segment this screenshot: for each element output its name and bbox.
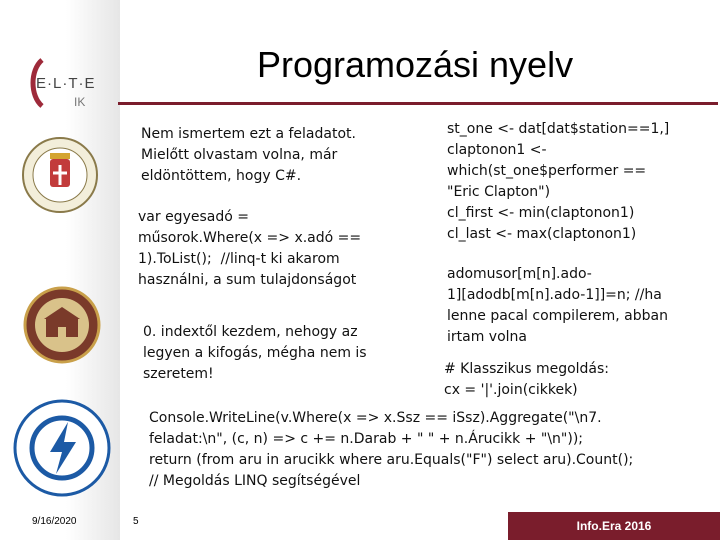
footer-date: 9/16/2020 (32, 516, 77, 527)
elte-logo-text: E·L·T·E (36, 75, 96, 92)
text-block-linq-code: Console.WriteLine(v.Where(x => x.Ssz == iSsz).Aggregate("\n7. feladat:\n", (c, n) => c += n.Darab + " " + n.Árucikk + "\n")); return (from aru in arucikk where aru.Equals("F") select aru).Count(); // Megoldás LINQ segítségével (149, 410, 634, 489)
footer-page-number: 5 (133, 516, 139, 527)
text-block-csharp-intro: Nem ismertem ezt a feladatot. Mielőtt olvastam volna, már eldöntöttem, hogy C#. (141, 126, 356, 184)
text-block-csharp-code: var egyesadó = műsorok.Where(x => x.adó == 1).ToList(); //linq-t ki akarom használni, a sum tulajdonságot (138, 209, 362, 288)
ik-logo-text: IK (74, 95, 86, 109)
sidebar (0, 0, 120, 540)
faculty-seal-icon (22, 285, 102, 365)
university-seal-icon (20, 135, 100, 215)
slide-title: Programozási nyelv (256, 44, 574, 85)
footer-event-badge: Info.Era 2016 (508, 512, 720, 540)
text-block-python-code: # Klasszikus megoldás: cx = '|'.join(cikkek) (444, 361, 610, 398)
text-block-index-note: 0. indextől kezdem, nehogy az legyen a kifogás, mégha nem is szeretem! (143, 324, 367, 382)
text-block-pascal-code: adomusor[m[n].ado- 1][adodb[m[n].ado-1]]=n; //ha lenne pacal compilerem, abban irtam volna (447, 266, 668, 345)
electrical-society-logo-icon (12, 398, 112, 498)
title-divider (118, 102, 718, 105)
text-block-r-code: st_one <- dat[dat$station==1,] claptonon1 <- which(st_one$performer == "Eric Clapton") cl_first <- min(claptonon1) cl_last <- max(claptonon1) (447, 121, 670, 242)
elte-ik-logo (22, 48, 122, 118)
